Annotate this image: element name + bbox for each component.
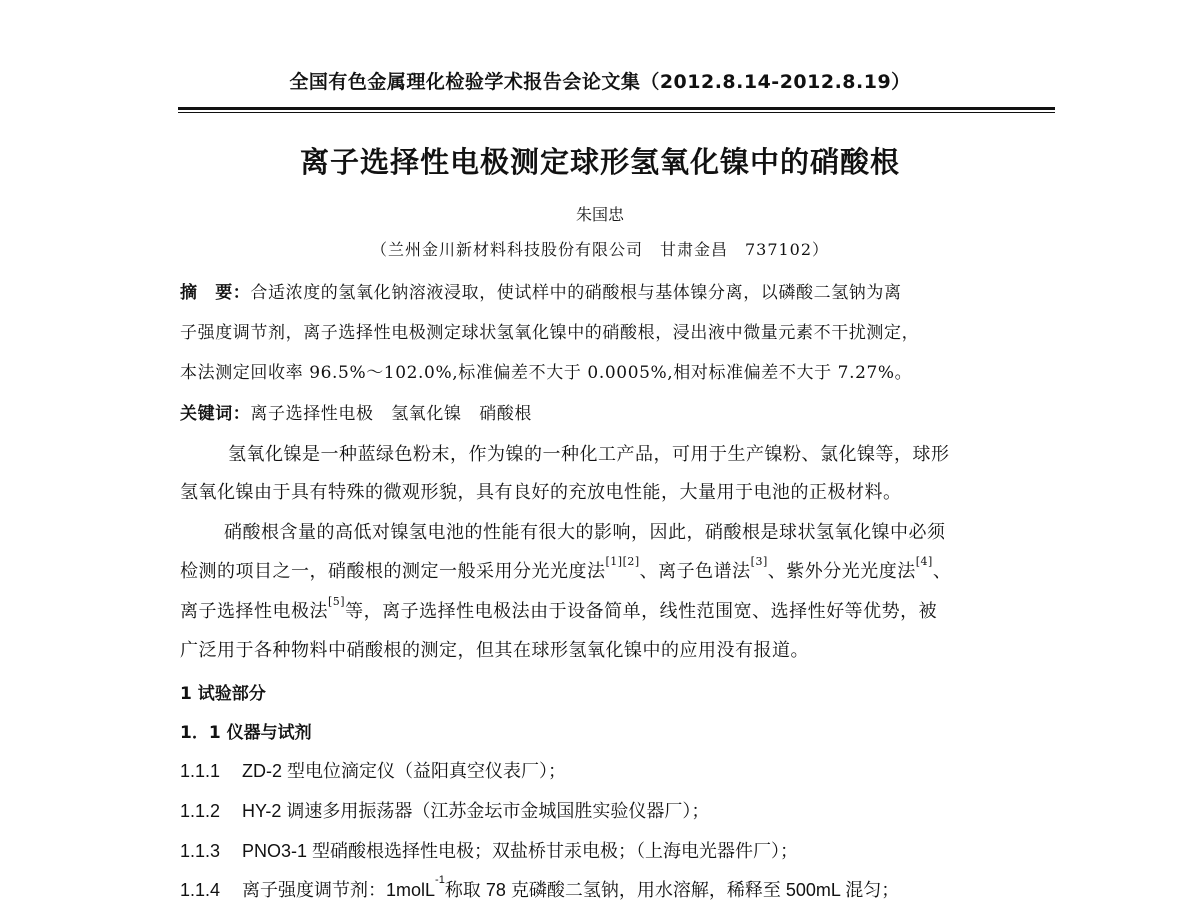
abstract-line-1 bbox=[180, 278, 902, 303]
para2-line-2: 检测的项目之一，硝酸根的测定一般采用分光光度法[1][2]、离子色谱法[3]、紫外分光光度法[4]、 bbox=[180, 555, 952, 582]
item-number: 1.1.4 bbox=[180, 880, 221, 900]
item-text: ZD-2 型电位滴定仪（益阳真空仪表厂）； bbox=[242, 761, 566, 781]
list-item bbox=[180, 837, 798, 863]
abstract-line-3: 本法测定回收率 96.5%～102.0%,标准偏差不大于 0.0005%,相对标准偏差不大于 7.27%。 bbox=[180, 363, 913, 383]
running-header: 全国有色金属理化检验学术报告会论文集（2012.8.14-2012.8.19） bbox=[289, 71, 911, 93]
header-rule-thick bbox=[178, 107, 1055, 110]
affiliation: （兰州金川新材料科技股份有限公司 甘肃金昌 737102） bbox=[370, 240, 830, 259]
citation-1-2: [1][2] bbox=[605, 555, 640, 568]
para1-line-2: 氢氧化镍由于具有特殊的微观形貌，具有良好的充放电性能，大量用于电池的正极材料。 bbox=[180, 482, 902, 503]
item-text: HY-2 调速多用振荡器（江苏金坛市金城国胜实验仪器厂）； bbox=[242, 801, 710, 821]
citation-3: [3] bbox=[750, 555, 768, 568]
list-item bbox=[180, 797, 709, 823]
header-rule-thin bbox=[178, 112, 1055, 113]
section-heading-1: 1 试验部分 bbox=[180, 684, 266, 704]
item-number: 1.1.3 bbox=[180, 841, 221, 861]
item-text: PNO3-1 型硝酸根选择性电极；双盐桥甘汞电极；（上海电光器件厂）； bbox=[242, 841, 799, 861]
citation-4: [4] bbox=[915, 555, 933, 568]
keywords-line bbox=[180, 399, 532, 424]
para2-line-1: 硝酸根含量的高低对镍氢电池的性能有很大的影响，因此，硝酸根是球状氢氧化镍中必须 bbox=[224, 522, 946, 543]
list-item: 1.1.4 离子强度调节剂：1molL$^{-1}$称取 78 克磷酸二氢钠，用水溶解，稀释至 500mL 混匀； bbox=[180, 874, 900, 900]
para1-line-1: 氢氧化镍是一种蓝绿色粉末，作为镍的一种化工产品，可用于生产镍粉、氯化镍等，球形 bbox=[228, 444, 950, 465]
keywords-label: 关键词： bbox=[180, 404, 251, 424]
abstract-label: 摘 要： bbox=[180, 283, 251, 303]
author: 朱国忠 bbox=[575, 205, 624, 224]
item-number: 1.1.1 bbox=[180, 761, 221, 781]
keywords-text: 离子选择性电极 氢氧化镍 硝酸根 bbox=[250, 404, 533, 424]
abstract-text: 合适浓度的氢氧化钠溶液浸取，使试样中的硝酸根与基体镍分离，以磷酸二氢钠为离 bbox=[250, 283, 902, 303]
para2-line-3: 离子选择性电极法[5]等，离子选择性电极法由于设备简单，线性范围宽、选择性好等优势，被 bbox=[180, 595, 938, 622]
abstract-line-2: 子强度调节剂，离子选择性电极测定球状氢氧化镍中的硝酸根，浸出液中微量元素不干扰测定， bbox=[180, 323, 920, 343]
item-number: 1.1.2 bbox=[180, 801, 221, 821]
citation-5: [5] bbox=[328, 595, 346, 608]
list-item bbox=[180, 757, 566, 783]
paper-title: 离子选择性电极测定球形氢氧化镍中的硝酸根 bbox=[299, 145, 900, 179]
section-heading-1-1: 1．1 仪器与试剂 bbox=[180, 723, 312, 743]
para2-line-4: 广泛用于各种物料中硝酸根的测定，但其在球形氢氧化镍中的应用没有报道。 bbox=[180, 640, 809, 661]
